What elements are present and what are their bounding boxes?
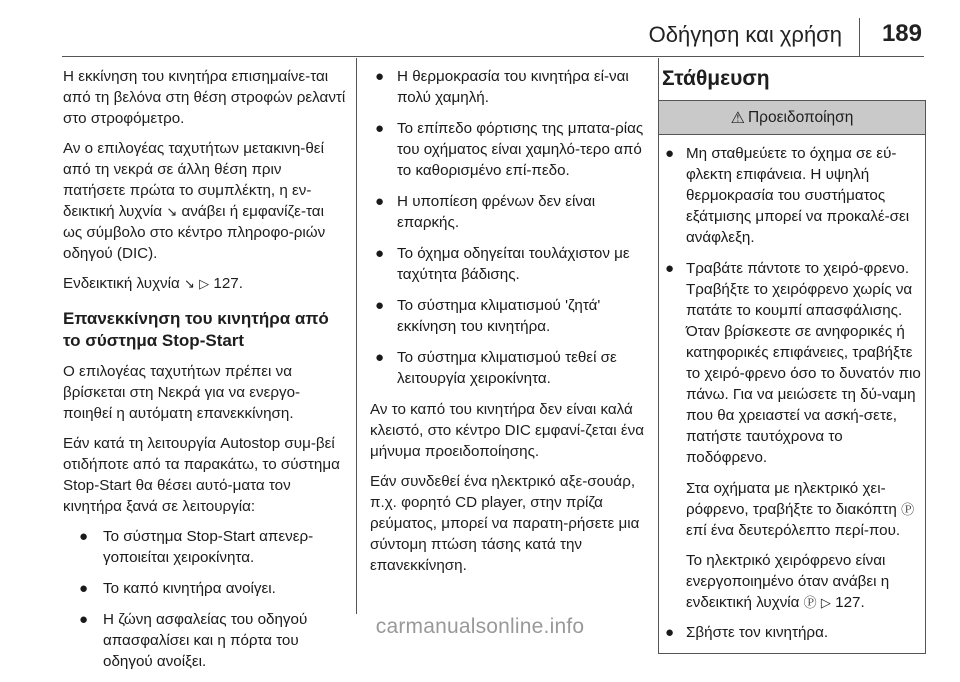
list-item — [370, 243, 655, 285]
warning-body — [659, 135, 925, 643]
bullet-icon: ● — [665, 624, 675, 641]
page-header — [0, 0, 960, 58]
parking-brake-icon: Ⓟ — [803, 595, 817, 610]
bullet-icon: ● — [375, 68, 385, 85]
list-item-text: Το όχημα οδηγείται τουλάχιστον με ταχύτητα βάδισης. — [397, 245, 630, 283]
list-item-text: Τραβάτε πάντοτε το χειρό-φρενο. Τραβήξτε το χειρόφρενο χωρίς να πατάτε το κουμπί απασφάλισης. Όταν βρίσκεστε σε ανηφορικές ή κατηφορικές επιφάνειες, τραβήξτε το χειρό-φρενο όσο το δυνατόν πιο πάνω. Για να μειώσετε τη δύ-ναμη που θα χρειαστεί να ασκή-σετε, πατήστε ταυτόχρονα το ποδόφρενο. — [686, 260, 921, 466]
bullet-icon: ● — [375, 193, 385, 210]
list-item — [370, 118, 655, 181]
paragraph — [686, 478, 925, 541]
watermark-text: carmanualsonline.info — [375, 615, 585, 638]
parking-brake-icon: Ⓟ — [901, 502, 915, 517]
bullet-icon: ● — [375, 297, 385, 314]
list-item-text: Το σύστημα κλιματισμού τεθεί σε λειτουργία χειροκίνητα. — [397, 349, 617, 387]
column-3 — [662, 66, 926, 654]
paragraph: Εάν κατά τη λειτουργία Autostop συμ-βεί οτιδήποτε από τα παρακάτω, το σύστημα Stop-Start θα θέσει αυτό-ματα τον κινητήρα ξανά σε λειτουργία: — [63, 435, 340, 515]
bullet-icon: ● — [79, 611, 89, 628]
bullet-icon: ● — [375, 120, 385, 137]
warning-title: Προειδοποίηση — [747, 108, 854, 126]
bullet-list — [63, 526, 346, 672]
list-item — [659, 258, 925, 468]
list-item-text: Σβήστε τον κινητήρα. — [686, 624, 829, 641]
text-run: ανάβει ή εμφανίζε-ται ως σύμβολο στο κέντρο πληροφο-ριών οδηγού (DIC). — [63, 203, 326, 262]
list-item — [370, 66, 655, 108]
bullet-icon: ● — [375, 349, 385, 366]
text-run: 127. — [830, 594, 865, 611]
bullet-icon: ● — [79, 528, 89, 545]
page-title: Οδήγηση και χρήση — [648, 22, 842, 47]
text-run: Αν ο επιλογέας ταχυτήτων μετακινη-θεί από τη νεκρά σε άλλη θέση πριν πατήσετε πρώτα το συμπλέκτη, η εν-δεικτική λυχνία — [63, 140, 324, 220]
list-item-text: Η υποπίεση φρένων δεν είναι επαρκής. — [397, 193, 596, 231]
section-heading: Στάθμευση — [662, 67, 770, 90]
text-run: επί ένα δευτερόλεπτο περί-που. — [686, 522, 901, 539]
column-1 — [63, 66, 346, 682]
bullet-icon: ● — [665, 145, 675, 162]
bullet-icon: ● — [375, 245, 385, 262]
start-stop-indicator-icon: ↘ — [184, 276, 195, 291]
column-2 — [370, 66, 655, 585]
text-run: 127. — [209, 275, 243, 292]
section-subheading: Επανεκκίνηση του κινητήρα από το σύστημα Stop-Start — [63, 309, 329, 350]
text-run: Στα οχήματα με ηλεκτρικό χει-ρόφρενο, τραβήξτε το διακόπτη — [686, 480, 902, 518]
page-reference-icon: ▷ — [820, 595, 831, 610]
header-divider — [859, 18, 860, 56]
list-item — [370, 295, 655, 337]
page-number: 189 — [881, 20, 922, 47]
paragraph: Εάν συνδεθεί ένα ηλεκτρικό αξε-σουάρ, π.χ. φορητό CD player, στην πρίζα ρεύματος, μπορεί να παρατη-ρήσετε μια σύντομη πτώση τάσης κατά την επανεκκίνηση. — [370, 473, 640, 574]
list-item-text: Η ζώνη ασφαλείας του οδηγού απασφαλίσει και η πόρτα του οδηγού ανοίξει. — [103, 611, 308, 670]
bullet-icon: ● — [665, 260, 675, 277]
paragraph: Ο επιλογέας ταχυτήτων πρέπει να βρίσκεται στη Νεκρά για να ενεργο-ποιηθεί η αυτόματη επανεκκίνηση. — [63, 363, 301, 422]
text-run: Ενδεικτική λυχνία — [63, 275, 185, 292]
paragraph — [686, 550, 925, 613]
bullet-list — [659, 143, 925, 468]
warning-triangle-icon: ⚠ — [730, 109, 745, 127]
paragraph — [63, 138, 346, 264]
list-item-text: Το επίπεδο φόρτισης της μπατα-ρίας του οχήματος είναι χαμηλό-τερο από το καθορισμένο επί-πεδο. — [397, 120, 644, 179]
list-item — [659, 143, 925, 248]
page-reference-icon: ▷ — [199, 276, 210, 291]
bullet-icon: ● — [79, 580, 89, 597]
list-item — [63, 526, 346, 568]
list-item-text: Η θερμοκρασία του κινητήρα εί-ναι πολύ χαμηλή. — [397, 68, 629, 106]
footer-watermark — [0, 612, 960, 642]
list-item-text: Το σύστημα κλιματισμού 'ζητά' εκκίνηση του κινητήρα. — [397, 297, 601, 335]
bullet-list — [370, 66, 655, 389]
warning-header — [659, 101, 925, 135]
list-item-text: Το σύστημα Stop-Start απενερ-γοποιείται χειροκίνητα. — [103, 528, 314, 566]
list-item-text: Το καπό κινητήρα ανοίγει. — [103, 580, 276, 597]
header-rule — [62, 56, 924, 57]
paragraph: Αν το καπό του κινητήρα δεν είναι καλά κλειστό, στο κέντρο DIC εμφανί-ζεται ένα μήνυμα προειδοποίησης. — [370, 401, 644, 460]
warning-box — [658, 100, 926, 654]
text-run: Το ηλεκτρικό χειρόφρενο είναι ενεργοποιημένο όταν ανάβει η ενδεικτική λυχνία — [686, 552, 890, 611]
column-divider-1 — [356, 58, 357, 614]
list-item-text: Μη σταθμεύετε το όχημα σε εύ-φλεκτη επιφάνεια. Η υψηλή θερμοκρασία του συστήματος εξάτμισης μπορεί να προκαλέ-σει ανάφλεξη. — [686, 145, 910, 246]
list-item — [63, 578, 346, 599]
paragraph — [63, 273, 346, 294]
list-item — [370, 347, 655, 389]
paragraph: Η εκκίνηση του κινητήρα επισημαίνε-ται από τη βελόνα στη θέση στροφών ρελαντί στο στροφόμετρο. — [63, 68, 346, 127]
list-item — [370, 191, 655, 233]
start-stop-indicator-icon: ↘ — [166, 204, 178, 219]
